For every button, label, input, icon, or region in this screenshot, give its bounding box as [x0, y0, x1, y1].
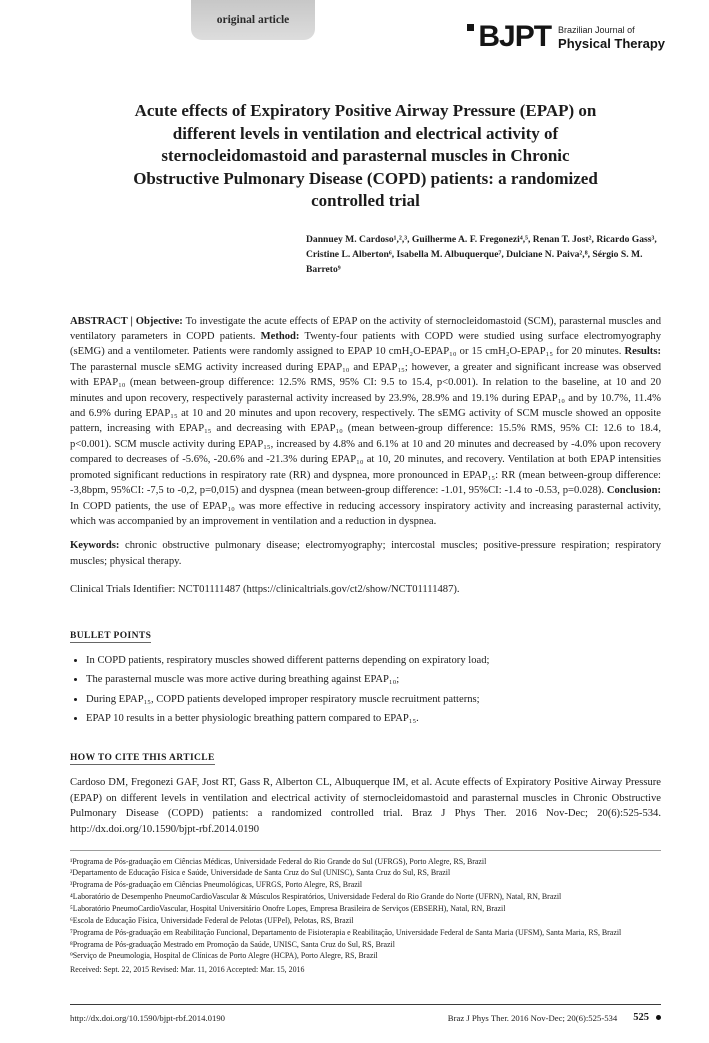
affiliation-line: ⁷Programa de Pós-graduação em Reabilitação Funcional, Departamento de Fisioterapia e Reabilitação, Universidade Federal de Santa Maria (UFSM), Santa Maria, RS, Brazil [70, 927, 622, 937]
footer-journal-citation: Braz J Phys Ther. 2016 Nov-Dec; 20(6):525-534 [447, 1012, 618, 1023]
logo-text [558, 22, 665, 51]
bullet-item: • During EPAP₁₅, COPD patients developed improper respiratory muscle recruitment patterns; [86, 693, 661, 707]
bullet-points-list [86, 654, 661, 726]
affiliation-line: ⁶Escola de Educação Física, Universidade Federal de Pelotas (UFPel), Pelotas, RS, Brazil [70, 915, 354, 925]
abstract-method-text: Twenty-four patients with COPD were studied using surface electromyography (sEMG) and a ventilometer. Patients were randomly assigned to EPAP 10 cmH₂O-EPAP₁₀ or 15 cmH₂O-EPAP₁₅ for 20 minutes. [70, 331, 661, 358]
author-list: Dannuey M. Cardoso¹,²,³, Guilherme A. F. Fregonezi⁴,⁵, Renan T. Jost², Ricardo Gass³, Cristine L. Alberton⁶, Isabella M. Albuquerque⁷, Dulciane N. Paiva²,⁸, Sérgio S. M. Barreto⁹ [306, 234, 657, 275]
journal-logo [467, 22, 665, 52]
journal-name-line2: Physical Therapy [558, 36, 665, 51]
article-type-label: original article [216, 14, 290, 26]
page-footer [70, 1004, 661, 1023]
article-body [0, 100, 709, 976]
page-number: 525 [633, 1012, 649, 1023]
affiliation-line: ¹Programa de Pós-graduação em Ciências Médicas, Universidade Federal do Rio Grande do Sul (UFRGS), Porto Alegre, RS, Brazil [70, 856, 487, 866]
abstract-objective-text: To investigate the acute effects of EPAP on the activity of sternocleidomastoid (SCM), parasternal muscles and ventilatory parameters in COPD patients. [70, 315, 661, 343]
abstract-objective-label: ABSTRACT | Objective: [70, 315, 183, 327]
bullet-item: • The parasternal muscle was more active during breathing against EPAP₁₀; [86, 673, 661, 687]
footer-right-group [448, 1012, 661, 1023]
footnote-divider [70, 850, 661, 851]
logo-mark: BJPT [478, 20, 552, 53]
affiliation-line: ⁴Laboratório de Desempenho PneumoCardioVascular & Músculos Respiratórios, Universidade Federal do Rio Grande do Norte (UFRN), Natal, RN, Brazil [70, 892, 562, 902]
clinical-trials-link[interactable]: Clinical Trials Identifier: NCT01111487 (https://clinicaltrials.gov/ct2/show/NCT01111487). [70, 584, 460, 596]
how-to-cite-heading: HOW TO CITE THIS ARTICLE [70, 753, 215, 764]
affiliation-line: ³Programa de Pós-graduação em Ciências Pneumológicas, UFRGS, Porto Alegre, RS, Brazil [70, 880, 363, 890]
affiliation-line: ⁹Serviço de Pneumologia, Hospital de Clínicas de Porto Alegre (HCPA), Porto Alegre, RS, Brazil [70, 951, 378, 961]
logo-mark-wrap [467, 22, 551, 52]
affiliation-line: ²Departamento de Educação Física e Saúde, Universidade de Santa Cruz do Sul (UNISC), Santa Cruz do Sul, RS, Brazil [70, 868, 451, 878]
citation-text[interactable]: Cardoso DM, Fregonezi GAF, Jost RT, Gass R, Alberton CL, Albuquerque IM, et al. Acute effects of Expiratory Positive Airway Pressure (EPAP) on different levels in ventilation and electrical activity of sternocleidomastoid and parasternal muscles in Chronic Obstructive Pulmonary Disease (COPD) patients: a randomized controlled trial. Braz J Phys Ther. 2016 Nov-Dec; 20(6):525-534. http://dx.doi.org/10.1590/bjpt-rbf.2014.0190 [70, 777, 661, 835]
abstract-paragraph [70, 314, 661, 530]
affiliations-block [70, 856, 661, 977]
page-marker-dot-icon [656, 1015, 661, 1020]
keywords-label: Keywords: [70, 540, 120, 552]
keywords-text: chronic obstructive pulmonary disease; electromyography; intercostal muscles; positive-pressure respiration; respiratory muscles; physical therapy. [70, 540, 661, 567]
logo-square-icon [467, 24, 474, 31]
affiliation-line: ⁸Programa de Pós-graduação Mestrado em Promoção da Saúde, UNISC, Santa Cruz do Sul, RS, Brazil [70, 939, 395, 949]
bullet-points-heading: BULLET POINTS [70, 631, 152, 642]
keywords-paragraph [70, 538, 661, 569]
abstract-results-label: Results: [624, 346, 661, 358]
article-title: Acute effects of Expiratory Positive Airway Pressure (EPAP) on different levels in ventilation and electrical activity of sternocleidomastoid and parasternal muscles in Chronic Obstructive Pulmonary Disease (COPD) patients: a randomized controlled trial [133, 101, 598, 211]
bullet-item: • EPAP 10 results in a better physiologic breathing pattern compared to EPAP₁₅. [86, 712, 661, 726]
abstract-results-text: The parasternal muscle sEMG activity increased during EPAP₁₀ and EPAP₁₅; however, a greater and significant increase was observed with EPAP₁₀ (mean between-group difference: 12.5% RMS, 95% CI: 9.5 to 15.4, p<0.001). In relation to the baseline, at 10 and 20 minutes and upon recovery, respectively parasternal activity increased by 23.9%, 28.9% and 19.1% during EPAP₁₀ and by 10.7%, 11.4% and 6.9% during EPAP₁₅ at 10 and 20 minutes and upon recovery, respectively. The sEMG activity of SCM muscle showed an opposite pattern, increasing with EPAP₁₅ and decreasing with EPAP₁₀ (mean between-group difference: 15.5% RMS, 95% CI: 12.6 to 18.4, p<0.001). SCM muscle activity during EPAP₁₅, increased by 4.8% and 6.1% at 10 and 20 minutes and decreased by -4.0% upon recovery compared to decreases of -5.6%, -20.6% and -21.3% during EPAP₁₀ at 10, 20 minutes, and recovery. Ventilation at both EPAP intensities promoted significant reductions in respiratory rate (RR) and dyspnea, more pronounced in EPAP₁₅: RR (mean between-group difference: -3,8bpm, 95%CI: -7,5 to -0,2, p=0,015) and dyspnea (mean between-group difference: -1.01, 95%CI: -1.4 to -0.53, p=0.028). [70, 361, 661, 497]
affiliation-line: ⁵Laboratório PneumoCardioVascular, Hospital Universitário Onofre Lopes, Empresa Brasileira de Serviços (EBSERH), Natal, RN, Brazil [70, 904, 506, 913]
article-type-tab [191, 0, 315, 40]
abstract-conclusion-text: In COPD patients, the use of EPAP₁₀ was more effective in reducing accessory inspiratory activity and increasing parasternal activity, which was accompanied by an improvement in ventilation and a reduction in dyspnea. [70, 500, 661, 527]
received-revised-accepted-line: Received: Sept. 22, 2015 Revised: Mar. 11, 2016 Accepted: Mar. 15, 2016 [70, 965, 305, 975]
journal-name-line1: Brazilian Journal of [558, 25, 635, 35]
bullet-item: • In COPD patients, respiratory muscles showed different patterns depending on expiratory load; [86, 654, 661, 668]
abstract-method-label: Method: [260, 331, 300, 343]
footer-doi-link[interactable]: http://dx.doi.org/10.1590/bjpt-rbf.2014.0190 [70, 1012, 226, 1023]
abstract-conclusion-label: Conclusion: [606, 485, 661, 497]
